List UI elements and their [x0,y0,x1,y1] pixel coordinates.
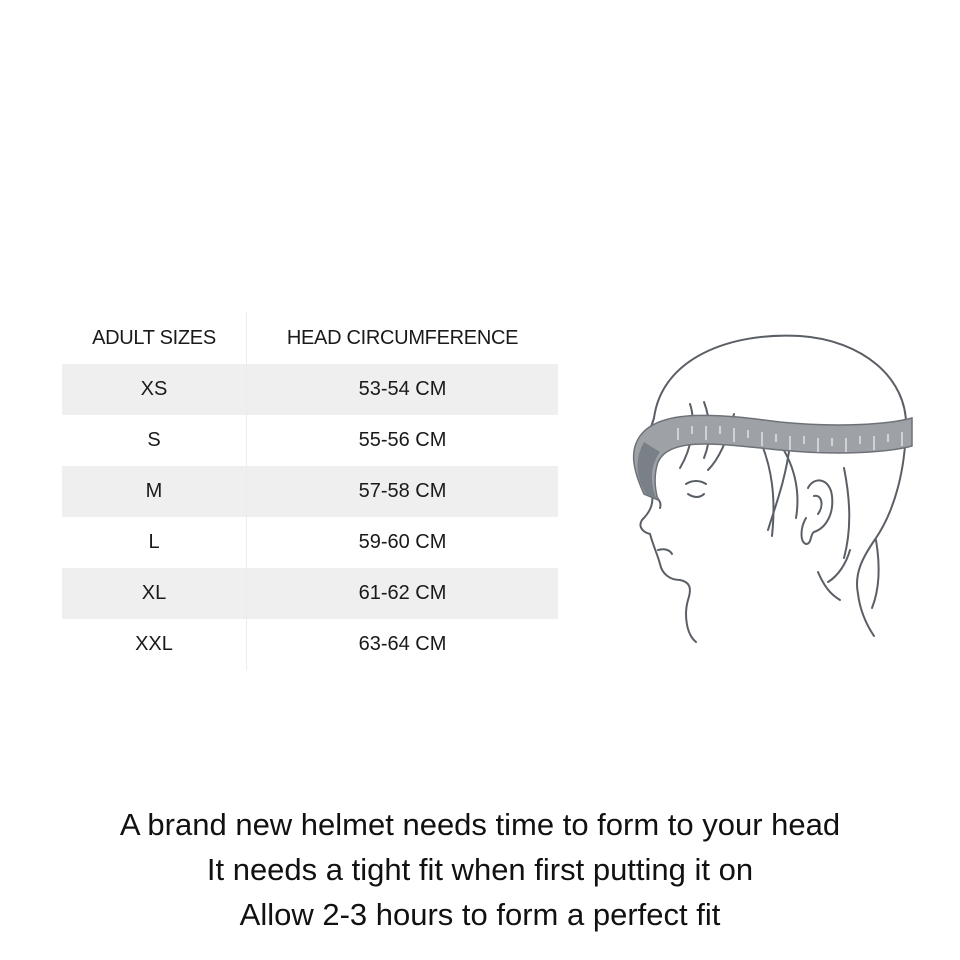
table-header-row [62,312,558,364]
size-cell: XXL [62,619,247,670]
header-adult-sizes: ADULT SIZES [62,312,247,364]
size-cell: L [62,517,247,568]
table-row [62,517,558,568]
fit-notes [0,802,960,937]
circumference-cell: 55-56 CM [358,429,447,451]
table-row [62,619,558,670]
circumference-cell: 61-62 CM [247,568,559,619]
table-row [62,364,558,415]
table-row [62,466,558,517]
size-cell: S [62,415,247,466]
table-row [62,415,558,466]
size-cell: XL [62,568,247,619]
circumference-cell: 57-58 CM [247,466,559,517]
note-line: Allow 2-3 hours to form a perfect fit [239,897,721,932]
head-measuring-tape-icon [600,318,930,648]
size-cell: M [62,466,247,517]
table-row [62,568,558,619]
size-cell: XS [62,364,247,415]
circumference-cell: 63-64 CM [358,633,447,655]
header-head-circumference: HEAD CIRCUMFERENCE [286,326,519,349]
circumference-cell: 59-60 CM [358,531,447,553]
size-chart-table [62,312,558,670]
circumference-cell: 53-54 CM [247,364,559,415]
note-line: A brand new helmet needs time to form to your head [119,807,841,842]
note-line: It needs a tight fit when first putting it on [206,852,754,887]
